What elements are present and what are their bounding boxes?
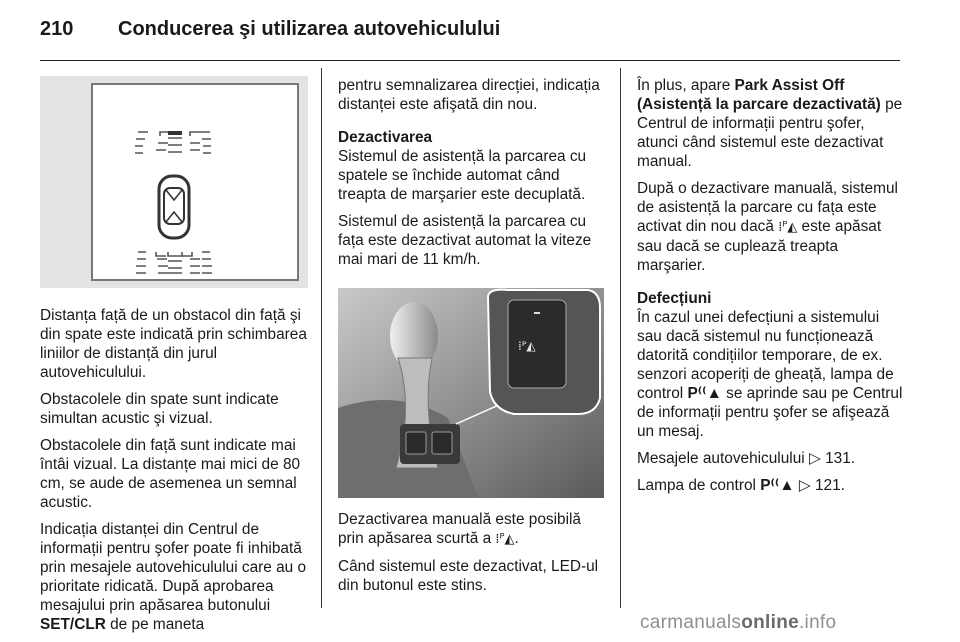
paragraph: Dezactivarea manuală este posibilă prin apăsarea scurtă a ⁞ᴾ◭. <box>338 511 581 547</box>
paragraph: Indicația distanței din Centrul de informații pentru şofer poate fi inhibată prin mesajele autovehiculului care au o prioritate ridicată. După aprobarea mesajului prin apăsarea butonului SET/CLR de pe maneta <box>40 521 307 633</box>
cross-reference: Lampa de control P⁽⁽▲ ▷ 121. <box>637 477 845 494</box>
header-divider <box>40 60 900 61</box>
park-assist-button-photo <box>338 288 604 498</box>
park-assist-warning-icon: P⁽⁽▲ <box>687 385 722 402</box>
park-assist-off-message: Park Assist Off (Asistență la parcare dezactivată) <box>637 77 881 113</box>
column-divider-2 <box>620 68 621 608</box>
ref-arrow-icon: ▷ <box>798 477 811 494</box>
park-assist-button-icon: ⁞ᴾ◭ <box>495 532 515 547</box>
ref-arrow-icon: ▷ <box>808 450 821 467</box>
paragraph: După o dezactivare manuală, sistemul de asistență la parcare cu fața este activat din nou dacă ⁞ᴾ◭ este apăsat sau dacă se cuplează treapta marşarier. <box>637 180 898 274</box>
page-title: Conducerea şi utilizarea autovehiculului <box>118 18 501 40</box>
paragraph: Sistemul de asistență la parcarea cu fața este dezactivat automat la viteze mai mari de 11 km/h. <box>338 213 592 268</box>
park-assist-warning-icon: P⁽⁽▲ <box>760 477 795 494</box>
section-heading-deactivation: Dezactivarea <box>338 129 433 146</box>
paragraph: În plus, apare Park Assist Off (Asistență la parcare dezactivată) pe Centrul de informații pentru şofer, atunci când sistemul este dezactivat manual. <box>637 77 903 170</box>
park-assist-display-svg <box>40 76 308 288</box>
paragraph: În cazul unei defecțiuni a sistemului sau dacă sistemul nu funcționează datorită condițiilor temporare, de ex. senzori acoperiți de gheață, lampa de control P⁽⁽▲ se aprinde sau pe Centrul de informații pentru şofer se afişează un mesaj. <box>637 309 903 440</box>
paragraph: Când sistemul este dezactivat, LED-ul din butonul este stins. <box>338 558 599 594</box>
park-assist-button-svg <box>338 288 604 498</box>
watermark: carmanualsonline.info <box>640 612 837 633</box>
section-heading-faults: Defecțiuni <box>637 290 712 307</box>
paragraph: Sistemul de asistență la parcarea cu spatele se închide automat când treapta de marşarier este decuplată. <box>338 148 587 203</box>
paragraph: Obstacolele din față sunt indicate mai întâi vizual. La distanțe mai mici de 80 cm, se aude de asemenea un semnal acustic. <box>40 437 301 511</box>
park-assist-button-icon: ⁞ᴾ◭ <box>518 339 536 353</box>
cross-reference: Mesajele autovehiculului ▷ 131. <box>637 450 856 467</box>
park-assist-button-icon: ⁞ᴾ◭ <box>778 220 798 235</box>
column-2-text <box>338 76 604 277</box>
set-clr-button-ref: SET/CLR <box>40 616 106 633</box>
car-top-view-icon <box>159 176 189 238</box>
column-2-caption <box>338 510 604 603</box>
paragraph: Distanța față de un obstacol din față şi din spate este indicată prin schimbarea liniilor de distanță din jurul autovehiculului. <box>40 307 307 381</box>
column-1-text <box>40 306 308 642</box>
paragraph: Obstacolele din spate sunt indicate simultan acustic şi vizual. <box>40 391 279 427</box>
column-divider-1 <box>321 68 322 608</box>
paragraph: pentru semnalizarea direcției, indicația distanței este afişată din nou. <box>338 77 600 113</box>
page-header <box>40 16 900 60</box>
park-assist-display-illustration <box>40 76 308 288</box>
column-3-text <box>637 76 905 503</box>
page-number: 210 <box>40 18 74 40</box>
